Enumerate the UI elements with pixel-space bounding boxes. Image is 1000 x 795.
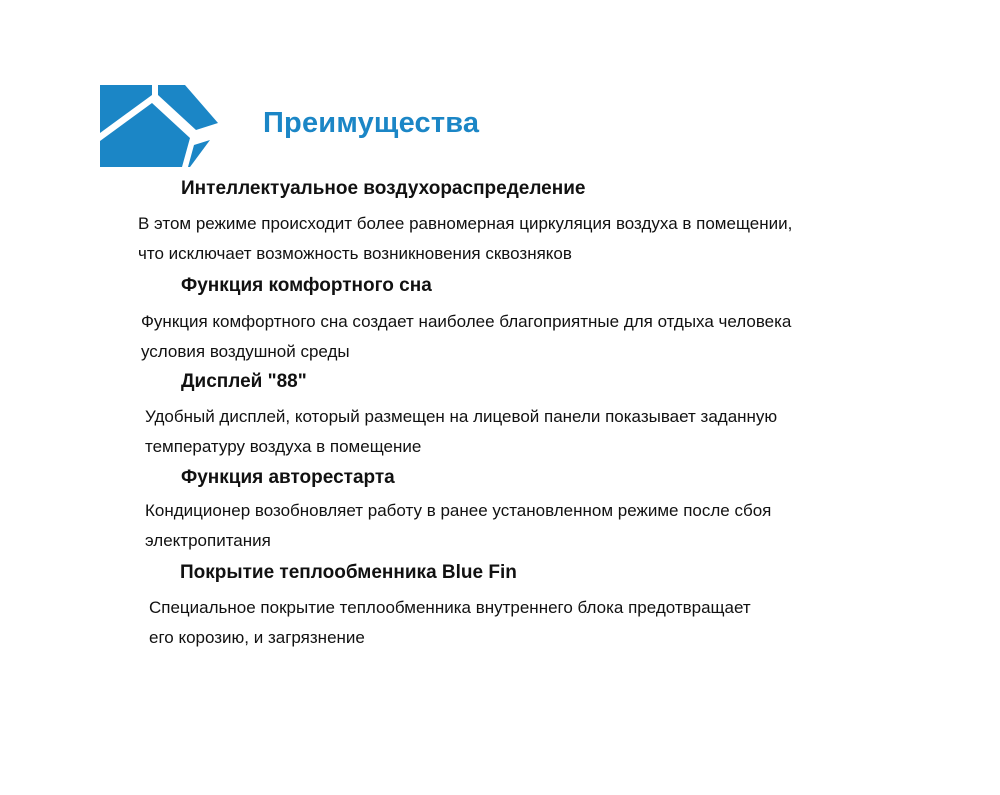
feature-description-air-distribution bbox=[138, 209, 918, 269]
description-line: Специальное покрытие теплообменника внутреннего блока предотвращает bbox=[149, 598, 751, 617]
page-title: Преимущества bbox=[263, 107, 480, 139]
description-line: условия воздушной среды bbox=[141, 342, 350, 361]
feature-heading-display: Дисплей "88" bbox=[181, 371, 307, 392]
description-line: температуру воздуха в помещение bbox=[145, 437, 422, 456]
feature-heading-blue-fin: Покрытие теплообменника Blue Fin bbox=[180, 562, 517, 583]
description-line: Удобный дисплей, который размещен на лицевой панели показывает заданную bbox=[145, 407, 778, 426]
description-line: В этом режиме происходит более равномерная циркуляция воздуха в помещении, bbox=[138, 214, 793, 233]
description-line: что исключает возможность возникновения сквозняков bbox=[138, 244, 572, 263]
description-line: Кондиционер возобновляет работу в ранее установленном режиме после сбоя bbox=[145, 501, 772, 520]
feature-description-display bbox=[145, 402, 925, 462]
feature-heading-comfort-sleep: Функция комфортного сна bbox=[181, 275, 432, 296]
description-line: Функция комфортного сна создает наиболее благоприятные для отдыха человека bbox=[141, 312, 792, 331]
description-line: его корозию, и загрязнение bbox=[149, 628, 365, 647]
feature-description-comfort-sleep bbox=[141, 307, 921, 367]
feature-description-auto-restart bbox=[145, 496, 925, 556]
house-tiles-logo-icon bbox=[100, 85, 225, 167]
feature-heading-air-distribution: Интеллектуальное воздухораспределение bbox=[181, 178, 586, 199]
feature-heading-auto-restart: Функция авторестарта bbox=[181, 467, 395, 488]
feature-description-blue-fin bbox=[149, 593, 929, 653]
description-line: электропитания bbox=[145, 531, 271, 550]
